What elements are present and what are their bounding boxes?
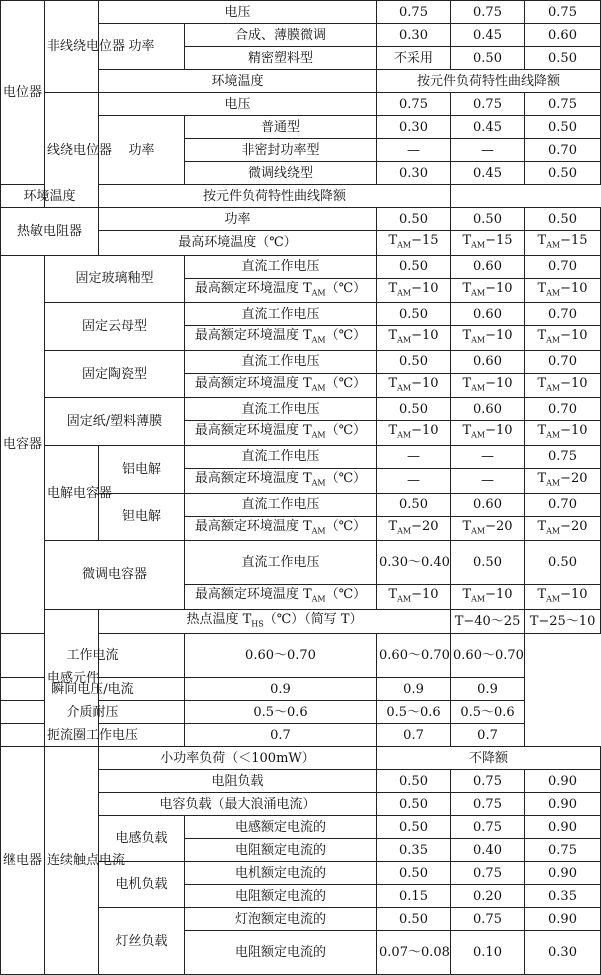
subcategory-capacitor-tantalum: 钽电解 bbox=[99, 493, 185, 541]
value-cell: 0.70 bbox=[525, 139, 601, 162]
param-label: 直流工作电压 bbox=[185, 493, 377, 516]
value-cell: 0.90 bbox=[525, 793, 601, 816]
value-cell: $T_{AM}-10$ bbox=[525, 326, 601, 351]
value-cell: 0.35 bbox=[525, 885, 601, 908]
param-label: 电压 bbox=[99, 1, 377, 24]
subcategory-capacitor-mica: 固定云母型 bbox=[45, 303, 185, 351]
param-label: 小功率负荷（＜100mW） bbox=[99, 747, 377, 770]
value-cell: 0.75 bbox=[377, 1, 451, 24]
value-cell: 0.45 bbox=[451, 24, 525, 47]
value-cell: $T_{AM}-15$ bbox=[525, 231, 601, 256]
subcategory-capacitor-film: 固定纸/塑料薄膜 bbox=[45, 398, 185, 446]
param-label: 电感额定电流的 bbox=[185, 816, 377, 839]
value-cell: — bbox=[451, 468, 525, 493]
value-cell: 0.50 bbox=[377, 493, 451, 516]
value-cell: 0.9 bbox=[377, 678, 451, 701]
param-label: 直流工作电压 bbox=[185, 445, 377, 468]
param-label: 功率 bbox=[99, 208, 377, 231]
value-cell: 0.30 bbox=[377, 162, 451, 185]
param-group-power: 功率 bbox=[99, 116, 185, 185]
value-cell: $T_{AM}-10$ bbox=[525, 373, 601, 398]
value-cell: $T_{AM}-20$ bbox=[377, 516, 451, 541]
value-cell: 0.35 bbox=[377, 839, 451, 862]
param-label: 精密塑料型 bbox=[185, 47, 377, 70]
value-cell: $T_{AM}-10$ bbox=[377, 421, 451, 446]
value-cell: 0.75 bbox=[451, 793, 525, 816]
value-cell: 0.60～0.70 bbox=[451, 634, 525, 678]
value-cell: 0.50 bbox=[377, 770, 451, 793]
value-cell: 0.50 bbox=[377, 793, 451, 816]
value-cell: 0.60～0.70 bbox=[185, 634, 377, 678]
value-cell: 0.50 bbox=[377, 255, 451, 278]
value-cell: 0.70 bbox=[525, 398, 601, 421]
param-label: 扼流圈工作电压 bbox=[1, 724, 185, 747]
param-label: 电阻额定电流的 bbox=[185, 931, 377, 975]
param-label: 微调线绕型 bbox=[185, 162, 377, 185]
value-cell: 不采用 bbox=[377, 47, 451, 70]
param-label: 直流工作电压 bbox=[185, 398, 377, 421]
category-relay: 继电器 bbox=[1, 747, 45, 975]
value-cell: $T_{AM}-10$ bbox=[377, 326, 451, 351]
value-cell: 0.90 bbox=[525, 816, 601, 839]
value-cell: 0.50 bbox=[377, 862, 451, 885]
value-cell: $T_{AM}-10$ bbox=[377, 373, 451, 398]
value-cell: 0.10 bbox=[451, 931, 525, 975]
subcategory-capacitor-ceramic: 固定陶瓷型 bbox=[45, 350, 185, 398]
value-cell: 0.30～0.40 bbox=[377, 541, 451, 585]
subcategory-relay-inductive: 电感负载 bbox=[99, 816, 185, 862]
value-cell: $T_{AM}-10$ bbox=[525, 421, 601, 446]
value-cell: 0.50 bbox=[377, 350, 451, 373]
value-cell: 0.7 bbox=[451, 724, 525, 747]
param-label: 电阻负载 bbox=[99, 770, 377, 793]
value-cell: $T_{AM}-10$ bbox=[377, 278, 451, 303]
param-label: 直流工作电压 bbox=[185, 303, 377, 326]
value-cell: 0.45 bbox=[451, 116, 525, 139]
param-label: 灯泡额定电流的 bbox=[185, 908, 377, 931]
value-cell-merged: 按元件负荷特性曲线降额 bbox=[377, 70, 601, 93]
param-label: 最高额定环境温度 $T_{AM}(℃)$ bbox=[185, 421, 377, 446]
value-cell: 0.50 bbox=[525, 162, 601, 185]
param-label: 热点温度 $T_{HS}(℃)$（简写 T） bbox=[99, 609, 451, 634]
param-label: 合成、薄膜微调 bbox=[185, 24, 377, 47]
value-cell: 0.15 bbox=[377, 885, 451, 908]
value-cell: 0.75 bbox=[451, 93, 525, 116]
value-cell: 0.75 bbox=[377, 93, 451, 116]
value-cell: 0.75 bbox=[525, 1, 601, 24]
value-cell: 0.60 bbox=[451, 303, 525, 326]
value-cell: 0.50 bbox=[377, 398, 451, 421]
value-cell: $T_{AM}-10$ bbox=[451, 421, 525, 446]
value-cell: 0.50 bbox=[377, 208, 451, 231]
value-cell: $T_{AM}-20$ bbox=[451, 516, 525, 541]
param-label: 电压 bbox=[99, 93, 377, 116]
value-cell: 0.60～0.70 bbox=[377, 634, 451, 678]
param-label: 工作电流 bbox=[1, 634, 185, 678]
param-label: 非密封功率型 bbox=[185, 139, 377, 162]
value-cell: 0.70 bbox=[525, 493, 601, 516]
param-label: 最高额定环境温度 $T_{AM}(℃)$ bbox=[185, 516, 377, 541]
value-cell: $T_{AM}-10$ bbox=[451, 373, 525, 398]
value-cell: 0.50 bbox=[451, 47, 525, 70]
param-label: 最高额定环境温度 $T_{AM}(℃)$ bbox=[185, 326, 377, 351]
param-label: 最高额定环境温度 $T_{AM}(℃)$ bbox=[185, 468, 377, 493]
value-cell-merged: 按元件负荷特性曲线降额 bbox=[99, 185, 451, 208]
value-cell: 0.50 bbox=[377, 303, 451, 326]
value-cell: $T_{AM}-20$ bbox=[525, 468, 601, 493]
value-cell: 0.60 bbox=[451, 350, 525, 373]
value-cell: — bbox=[451, 445, 525, 468]
value-cell: 0.60 bbox=[451, 255, 525, 278]
value-cell: 0.75 bbox=[525, 445, 601, 468]
value-cell: 0.75 bbox=[451, 908, 525, 931]
subcategory-capacitor-aluminum: 铝电解 bbox=[99, 445, 185, 493]
value-cell: — bbox=[377, 468, 451, 493]
param-label: 环境温度 bbox=[1, 185, 99, 208]
subcategory-relay-motor: 电机负载 bbox=[99, 862, 185, 908]
param-label: 电容负载（最大浪涌电流） bbox=[99, 793, 377, 816]
param-label: 直流工作电压 bbox=[185, 255, 377, 278]
category-thermistor: 热敏电阻器 bbox=[1, 208, 99, 256]
param-label: 环境温度 bbox=[99, 70, 377, 93]
subcategory-relay-contact-current: 连续触点电流 bbox=[45, 747, 99, 975]
value-cell: 0.50 bbox=[525, 116, 601, 139]
value-cell: 0.50 bbox=[451, 541, 525, 585]
category-inductor: 电感元件 bbox=[45, 609, 99, 747]
value-cell: $T_{AM}-10$ bbox=[525, 585, 601, 610]
value-cell: — bbox=[451, 139, 525, 162]
value-cell: 0.70 bbox=[525, 350, 601, 373]
value-cell: $T_{AM}-10$ bbox=[377, 585, 451, 610]
category-capacitor: 电容器 bbox=[1, 255, 45, 634]
value-cell: $T_{AM}-10$ bbox=[451, 326, 525, 351]
subcategory-nonwire-potentiometer: 非线绕电位器 bbox=[45, 1, 99, 93]
value-cell: $T_{AM}-10$ bbox=[525, 278, 601, 303]
value-cell: 0.5～0.6 bbox=[185, 701, 377, 724]
value-cell: T−40～25 bbox=[451, 609, 525, 634]
value-cell: $T_{AM}-10$ bbox=[451, 278, 525, 303]
value-cell: T−25～10 bbox=[525, 609, 601, 634]
param-label: 电阻额定电流的 bbox=[185, 839, 377, 862]
value-cell: 0.45 bbox=[451, 162, 525, 185]
value-cell: 0.75 bbox=[451, 816, 525, 839]
value-cell: 0.07～0.08 bbox=[377, 931, 451, 975]
category-potentiometer: 电位器 bbox=[1, 1, 45, 185]
subcategory-relay-filament: 灯丝负载 bbox=[99, 908, 185, 975]
value-cell: 0.7 bbox=[185, 724, 377, 747]
param-label: 瞬间电压/电流 bbox=[1, 678, 185, 701]
param-label: 最高额定环境温度 $T_{AM}(℃)$ bbox=[185, 373, 377, 398]
value-cell: 0.50 bbox=[377, 908, 451, 931]
value-cell: 0.50 bbox=[377, 816, 451, 839]
value-cell: 0.30 bbox=[377, 116, 451, 139]
value-cell: 0.75 bbox=[525, 839, 601, 862]
value-cell: $T_{AM}-15$ bbox=[451, 231, 525, 256]
value-cell: 0.9 bbox=[185, 678, 377, 701]
subcategory-capacitor-glass: 固定玻璃釉型 bbox=[45, 255, 185, 303]
value-cell: 0.70 bbox=[525, 255, 601, 278]
subcategory-capacitor-electrolytic: 电解电容器 bbox=[45, 445, 99, 540]
param-label: 最高额定环境温度 $T_{AM}(℃)$ bbox=[185, 585, 377, 610]
value-cell: $T_{AM}-10$ bbox=[451, 585, 525, 610]
value-cell: 0.30 bbox=[377, 24, 451, 47]
param-label: 最高额定环境温度 $T_{AM}(℃)$ bbox=[185, 278, 377, 303]
value-cell: 0.70 bbox=[525, 303, 601, 326]
param-label: 电阻额定电流的 bbox=[185, 885, 377, 908]
param-label: 普通型 bbox=[185, 116, 377, 139]
subcategory-wire-potentiometer: 线绕电位器 bbox=[45, 93, 99, 208]
value-cell: 0.60 bbox=[451, 398, 525, 421]
value-cell: 0.50 bbox=[525, 47, 601, 70]
value-cell: 0.50 bbox=[525, 541, 601, 585]
param-label: 直流工作电压 bbox=[185, 541, 377, 585]
value-cell: 0.50 bbox=[525, 208, 601, 231]
value-cell: 0.60 bbox=[525, 24, 601, 47]
value-cell: 0.9 bbox=[451, 678, 525, 701]
value-cell: 0.90 bbox=[525, 908, 601, 931]
param-label: 直流工作电压 bbox=[185, 350, 377, 373]
value-cell: 0.40 bbox=[451, 839, 525, 862]
value-cell: 0.75 bbox=[451, 770, 525, 793]
param-group-power: 功率 bbox=[99, 24, 185, 70]
value-cell: 0.7 bbox=[377, 724, 451, 747]
value-cell: 0.75 bbox=[525, 93, 601, 116]
value-cell-merged: 不降额 bbox=[377, 747, 601, 770]
value-cell: 0.30 bbox=[525, 931, 601, 975]
value-cell: 0.5～0.6 bbox=[377, 701, 451, 724]
value-cell: 0.90 bbox=[525, 770, 601, 793]
value-cell: 0.20 bbox=[451, 885, 525, 908]
value-cell: — bbox=[377, 139, 451, 162]
value-cell: — bbox=[377, 445, 451, 468]
subcategory-capacitor-trimmer: 微调电容器 bbox=[45, 541, 185, 610]
value-cell: 0.90 bbox=[525, 862, 601, 885]
value-cell: $T_{AM}-15$ bbox=[377, 231, 451, 256]
param-label: 介质耐压 bbox=[1, 701, 185, 724]
value-cell: 0.5～0.6 bbox=[451, 701, 525, 724]
value-cell: 0.60 bbox=[451, 493, 525, 516]
value-cell: 0.50 bbox=[451, 208, 525, 231]
value-cell: 0.75 bbox=[451, 1, 525, 24]
value-cell: 0.75 bbox=[451, 862, 525, 885]
value-cell: $T_{AM}-20$ bbox=[525, 516, 601, 541]
param-label: 电机额定电流的 bbox=[185, 862, 377, 885]
param-label: 最高环境温度（℃） bbox=[99, 231, 377, 256]
